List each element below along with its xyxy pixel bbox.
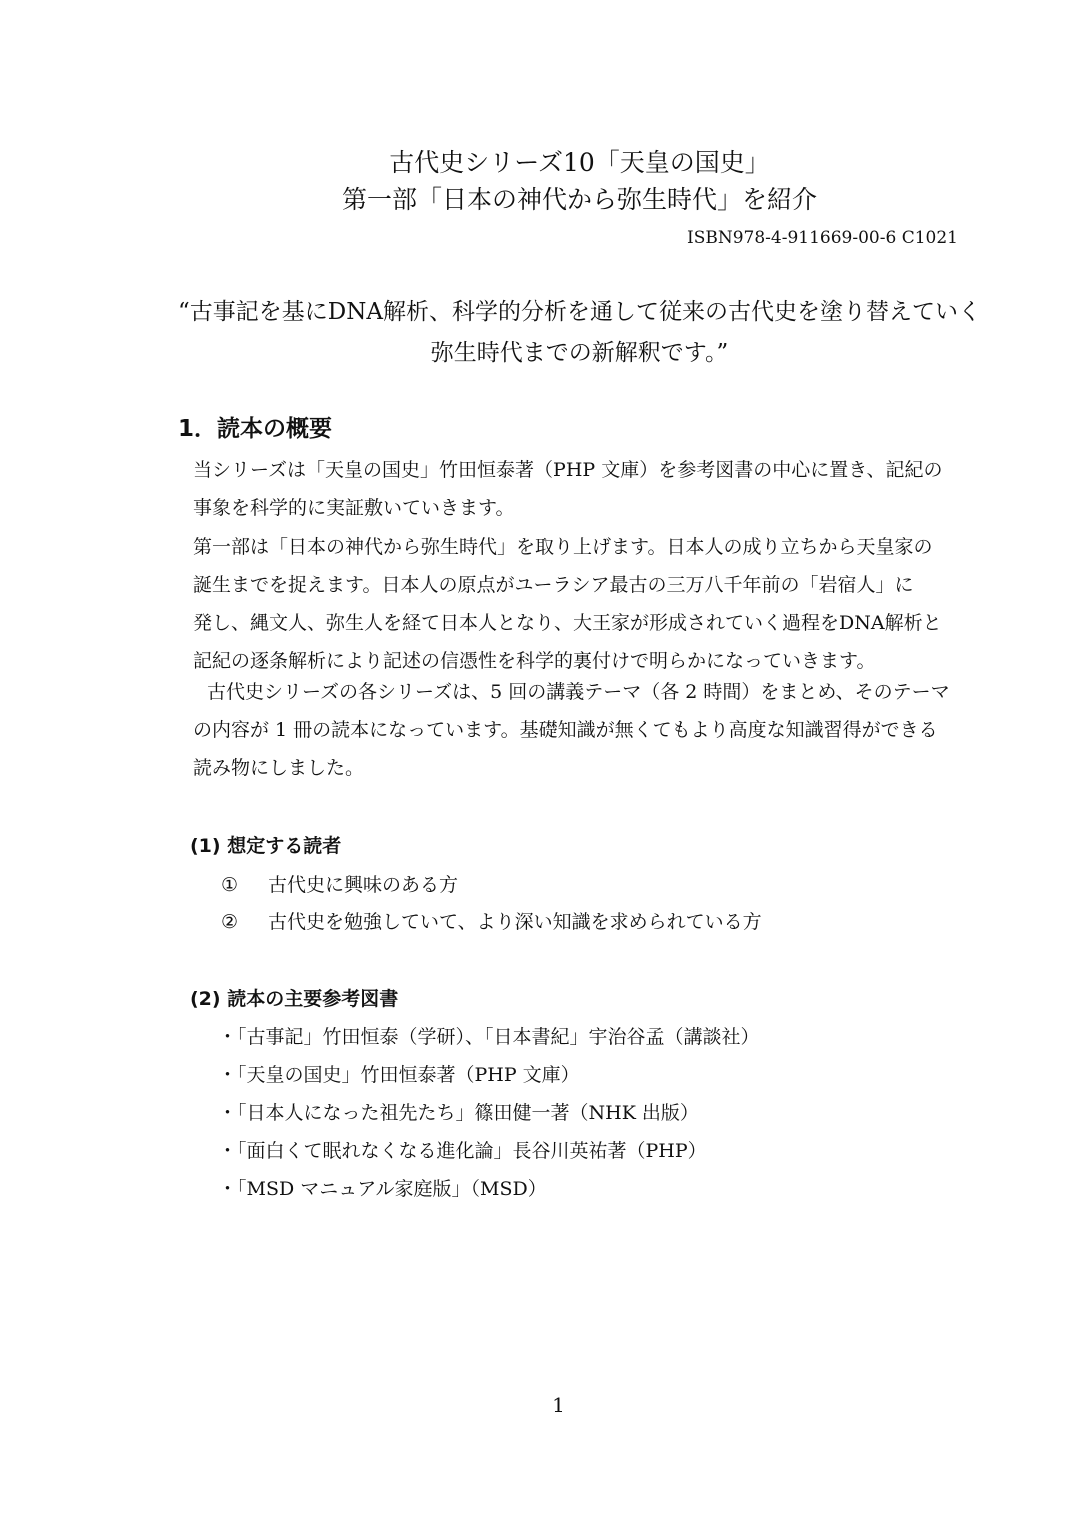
section-heading-overview: 1．読本の概要 [178, 416, 333, 442]
paragraph-line: 記紀の逐条解析により記述の信憑性を科学的裏付けで明らかになっていきます。 [193, 650, 876, 672]
paragraph-line: 読み物にしました。 [193, 757, 365, 779]
lead-quote-line-2: 弥生時代までの新解釈です。” [430, 340, 729, 366]
isbn-code: ISBN978-4-911669-00-6 C1021 [687, 228, 958, 248]
overview-paragraph-2 [193, 528, 942, 680]
subheading-reference-books: (2) 読本の主要参考図書 [190, 988, 399, 1010]
reference-item: ・「日本人になった祖先たち」篠田健一著（NHK 出版） [218, 1102, 699, 1124]
reference-item: ・「MSD マニュアル家庭版」（MSD） [218, 1178, 547, 1200]
paragraph-line: 古代史シリーズの各シリーズは、5 回の講義テーマ（各 2 時間）をまとめ、そのテーマ [207, 681, 950, 703]
document-title-line-1: 古代史シリーズ10「天皇の国史」 [389, 148, 770, 177]
list-item: 古代史を勉強していて、より深い知識を求められている方 [268, 911, 762, 933]
paragraph-line: 第一部は「日本の神代から弥生時代」を取り上げます。日本人の成り立ちから天皇家の [193, 536, 933, 558]
reference-item: ・「天皇の国史」竹田恒泰著（PHP 文庫） [218, 1064, 580, 1086]
subheading-target-readers: (1) 想定する読者 [190, 835, 342, 857]
reference-item: ・「面白くて眠れなくなる進化論」長谷川英祐著（PHP） [218, 1140, 707, 1162]
list-item-number: ② [221, 911, 239, 933]
paragraph-line: 事象を科学的に実証敷いていきます。 [193, 497, 515, 519]
page-number: 1 [552, 1393, 565, 1417]
list-item-number: ① [221, 874, 239, 896]
list-item: 古代史に興味のある方 [268, 874, 459, 896]
paragraph-line: 発し、縄文人、弥生人を経て日本人となり、大王家が形成されていく過程をDNA解析と [193, 612, 942, 634]
paragraph-line: 誕生までを捉えます。日本人の原点がユーラシア最古の三万八千年前の「岩宿人」に [193, 574, 914, 596]
overview-paragraph-1 [193, 451, 942, 527]
lead-quote-line-1: “古事記を基にDNA解析、科学的分析を通して従来の古代史を塗り替えていく [178, 299, 981, 325]
overview-paragraph-3 [193, 673, 950, 787]
reference-item: ・「古事記」竹田恒泰（学研）、「日本書紀」宇治谷孟（講談社） [218, 1026, 760, 1048]
paragraph-line: 当シリーズは「天皇の国史」竹田恒泰著（PHP 文庫）を参考図書の中心に置き、記紀の [193, 459, 943, 481]
document-title-line-2: 第一部「日本の神代から弥生時代」を紹介 [341, 185, 817, 214]
paragraph-line: の内容が 1 冊の読本になっています。基礎知識が無くてもより高度な知識習得ができる [193, 719, 938, 741]
